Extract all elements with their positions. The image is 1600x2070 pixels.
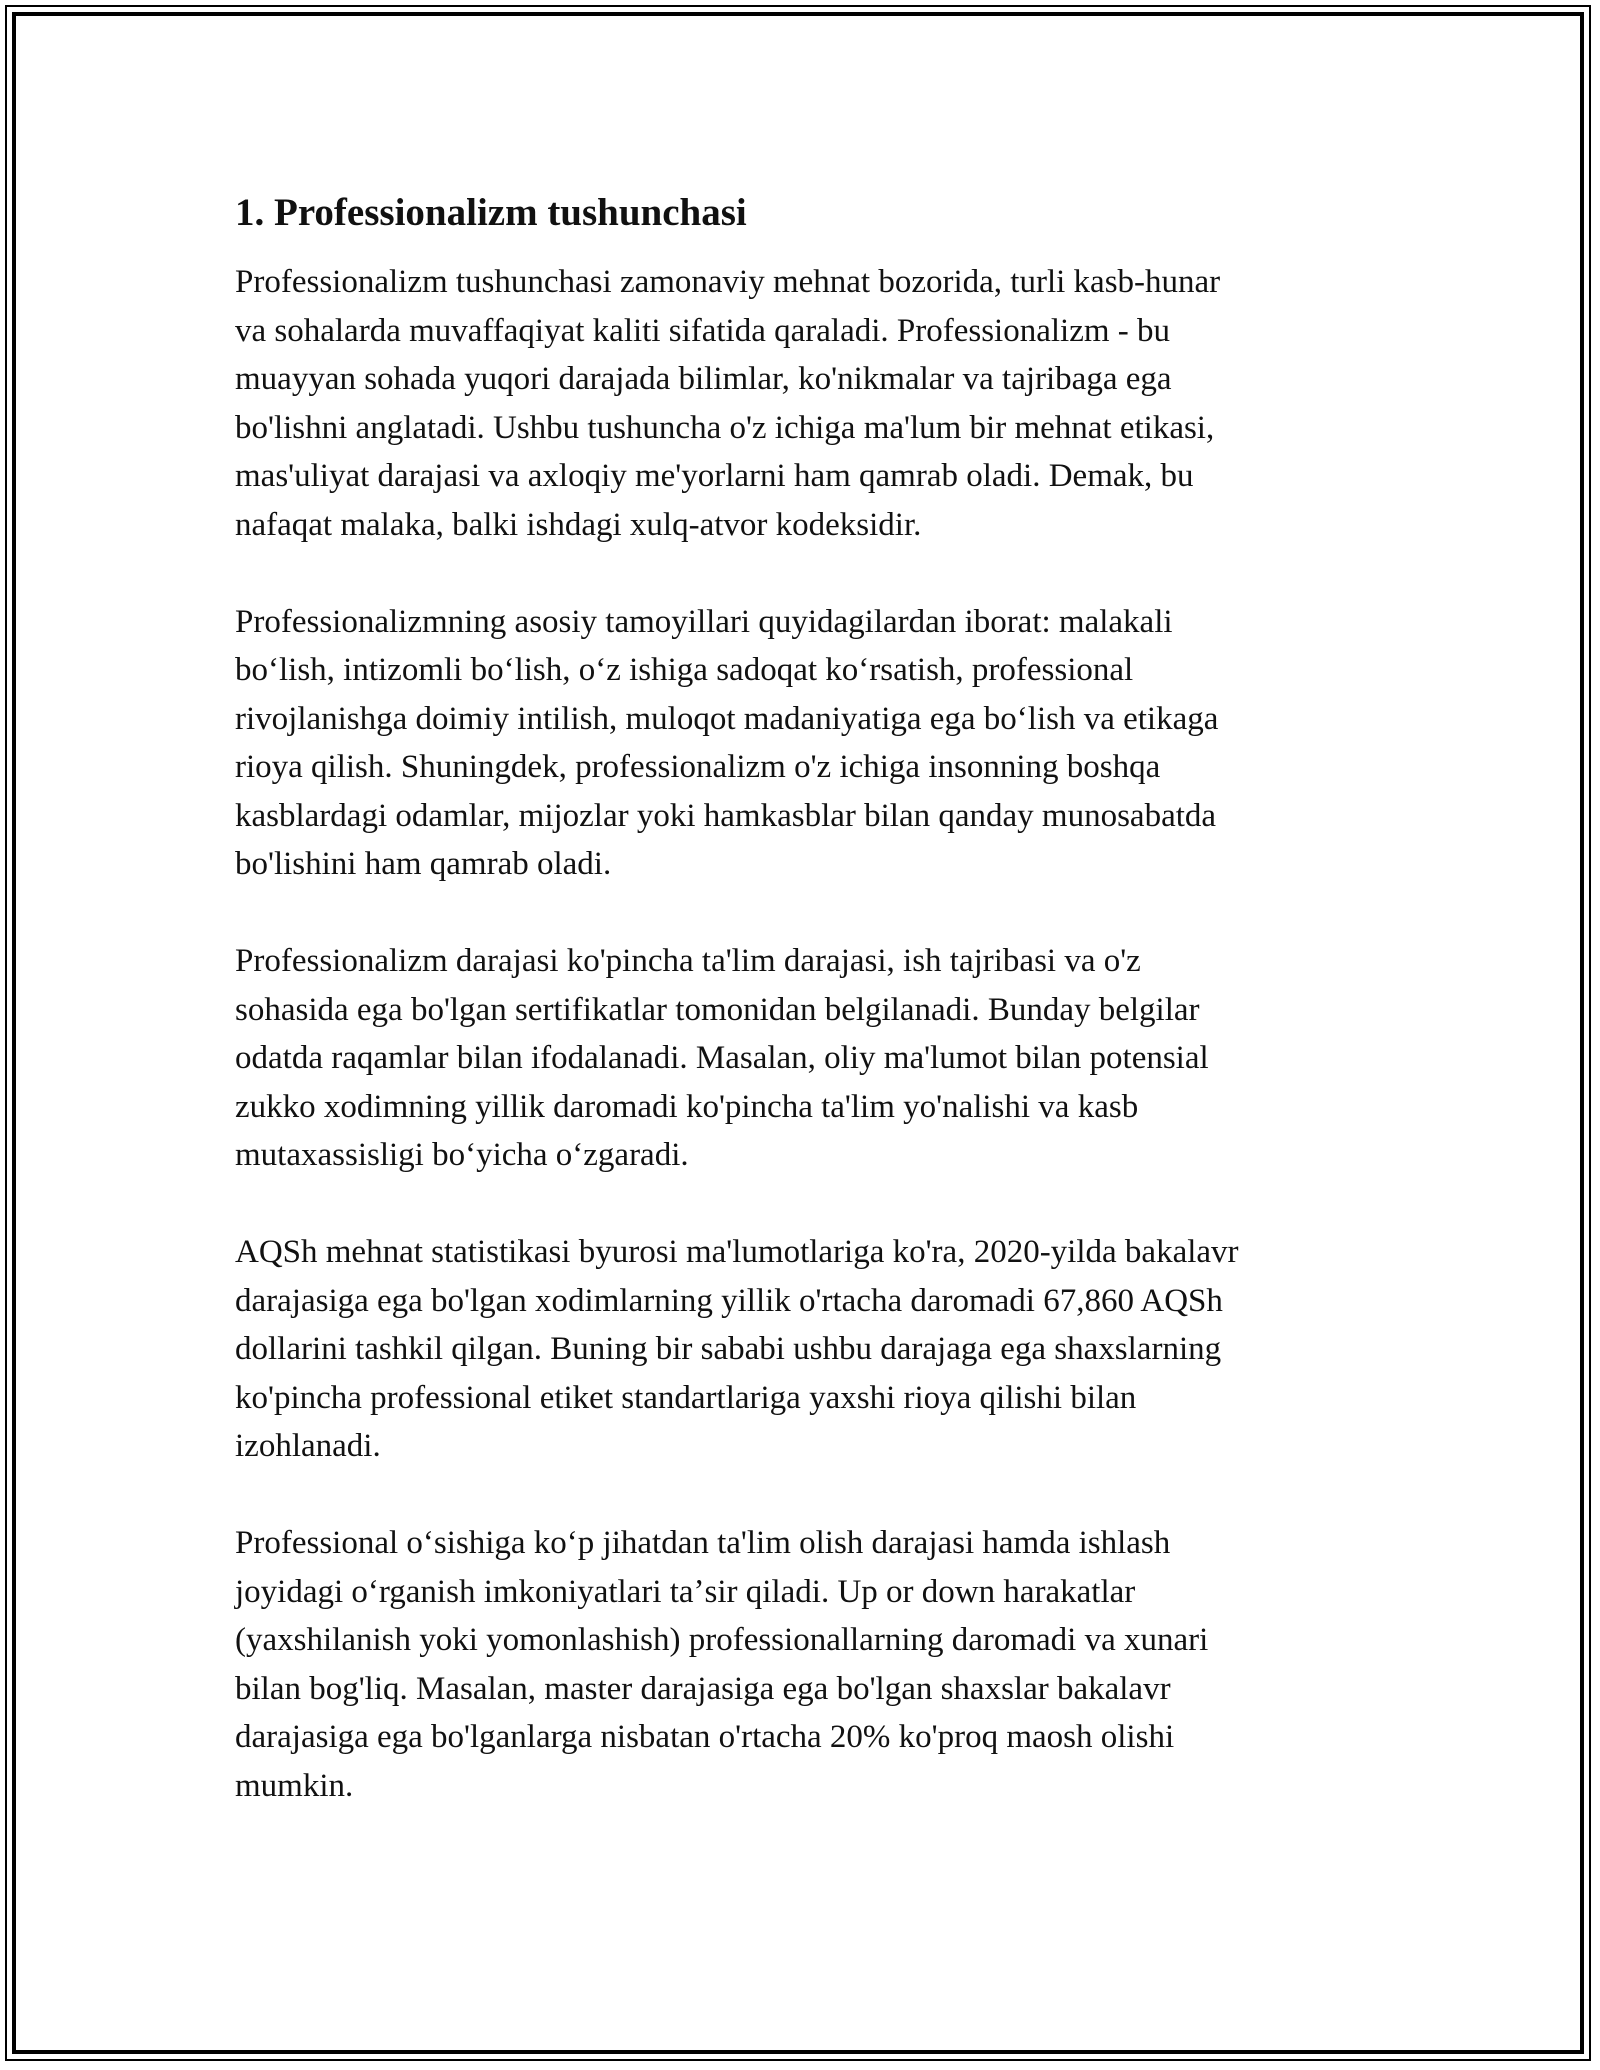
text-line: (yaxshilanish yoki yomonlashish) professionallarning daromadi va xunari — [235, 1622, 1209, 1658]
text-line: ko'pincha professional etiket standartlariga yaxshi rioya qilishi bilan — [235, 1379, 1137, 1416]
text-line: mas'uliyat darajasi va axloqiy me'yorlarni ham qamrab oladi. Demak, bu — [235, 458, 1194, 494]
text-line: rioya qilish. Shuningdek, professionalizm o'z ichiga insonning boshqa — [235, 749, 1161, 785]
text-line: darajasiga ega bo'lgan xodimlarning yillik o'rtacha daromadi 67,860 AQSh — [235, 1282, 1223, 1319]
text-line: Professionalizmning asosiy tamoyillari quyidagilardan iborat: malakali — [235, 603, 1173, 640]
paragraph-1 — [235, 258, 1365, 549]
text-line: sohasida ega bo'lgan sertifikatlar tomonidan belgilanadi. Bunday belgilar — [235, 991, 1200, 1028]
text-line: bo'lishni anglatadi. Ushbu tushuncha o'z ichiga ma'lum bir mehnat etikasi, — [235, 409, 1215, 446]
paragraph-4 — [235, 1228, 1365, 1471]
text-line: izohlanadi. — [235, 1428, 381, 1464]
document-body — [235, 188, 1365, 1859]
text-line: bilan bog'liq. Masalan, master darajasiga ega bo'lgan shaxslar bakalavr — [235, 1670, 1171, 1707]
text-line: Professionalizm tushunchasi zamonaviy mehnat bozorida, turli kasb-hunar — [235, 264, 1221, 300]
text-line: zukko xodimning yillik daromadi ko'pincha ta'lim yo'nalishi va kasb — [235, 1088, 1139, 1125]
text-line: dollarini tashkil qilgan. Buning bir sababi ushbu darajaga ega shaxslarning — [235, 1331, 1222, 1367]
text-line: nafaqat malaka, balki ishdagi xulq-atvor kodeksidir. — [235, 506, 922, 543]
paragraph-3 — [235, 937, 1365, 1180]
text-line: Professional oʻsishiga koʻp jihatdan ta'lim olish darajasi hamda ishlash — [235, 1525, 1171, 1561]
text-line: boʻlish, intizomli boʻlish, oʻz ishiga sadoqat koʻrsatish, professional — [235, 652, 1134, 688]
paragraph-5 — [235, 1519, 1365, 1810]
text-line: odatda raqamlar bilan ifodalanadi. Masalan, oliy ma'lumot bilan potensial — [235, 1040, 1209, 1076]
text-line: mutaxassisligi boʻyicha oʻzgaradi. — [235, 1137, 689, 1173]
text-line: Professionalizm darajasi ko'pincha ta'lim darajasi, ish tajribasi va o'z — [235, 943, 1141, 979]
text-line: bo'lishini ham qamrab oladi. — [235, 846, 612, 882]
text-line: mumkin. — [235, 1767, 354, 1804]
text-line: muayyan sohada yuqori darajada bilimlar, ko'nikmalar va tajribaga ega — [235, 361, 1172, 397]
text-line: joyidagi oʻrganish imkoniyatlari taʼsir qiladi. Up or down harakatlar — [235, 1573, 1136, 1610]
paragraph-2 — [235, 598, 1365, 889]
text-line: va sohalarda muvaffaqiyat kaliti sifatida qaraladi. Professionalizm - bu — [235, 312, 1171, 349]
section-heading: 1. Professionalizm tushunchasi — [235, 191, 747, 234]
text-line: AQSh mehnat statistikasi byurosi ma'lumotlariga ko'ra, 2020-yilda bakalavr — [235, 1234, 1239, 1270]
text-line: darajasiga ega bo'lganlarga nisbatan o'rtacha 20% ko'proq maosh olishi — [235, 1719, 1175, 1755]
text-line: rivojlanishga doimiy intilish, muloqot madaniyatiga ega boʻlish va etikaga — [235, 700, 1219, 737]
text-line: kasblardagi odamlar, mijozlar yoki hamkasblar bilan qanday munosabatda — [235, 797, 1217, 834]
